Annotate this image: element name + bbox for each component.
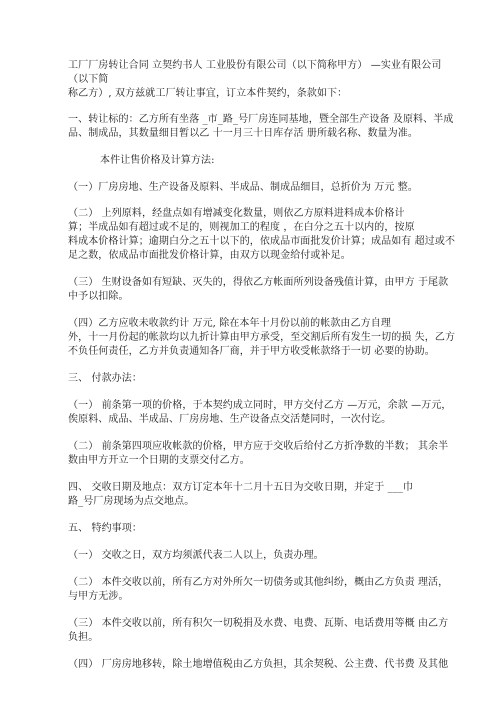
paragraph-line: 品、制成品，其数量细目暂以乙 十一月三十日库存活 册所载名称、数量为准。 — [68, 128, 418, 139]
paragraph-line: 料成本价格计算；逾期白分之五十以下的，依成品市面批发价计算；成品如有 超过或不 — [68, 236, 456, 247]
paragraph-line: 外，十一月份起的帐款均以九折计算由甲方承受，至交割后所有发生一切的损 失，乙方 — [68, 332, 456, 343]
clause-line: （一）厂房房地、生产设备及原料、半成品、制成品细目，总折价为 万元 整。 — [68, 182, 418, 193]
paragraph-line: 数由甲方开立一个日期的支票交付乙方。 — [68, 455, 250, 466]
paragraph-line: （以下简 — [68, 74, 109, 85]
clause-line: （二） 本件交收以前，所有乙方对外所欠一切债务或其他纠纷，概由乙方负责 理活， — [68, 577, 449, 588]
clause-line: （一） 前条第一项的价格，于本契约成立同时，甲方交付乙方 —万元，余款 —万元， — [68, 400, 452, 411]
paragraph-line: 俟原料、成品、半成品、厂房房地、生产设备点交活楚同时，一次付讫。 — [68, 414, 392, 425]
clause-line: （三） 本件交收以前，所有积欠一切税捐及水费、电费、瓦斯、电话费用等概 由乙方 — [68, 618, 449, 629]
clause-line: （一） 交收之日，双方均须派代表二人以上，负责办理。 — [68, 550, 324, 561]
paragraph-line: 路_号厂房现场为点交地点。 — [68, 496, 195, 507]
section-heading: 三、 付款办法： — [68, 373, 142, 384]
clause-line: （四） 厂房房地移转，除土地增值税由乙方负担，其余契税、公主费、代书费 及其他 — [68, 659, 449, 670]
document-title-line: 工厂厂房转让合同 立契约书人 工业股份有限公司（以下简称甲方） —实业有限公司 — [68, 60, 442, 71]
section-heading: 五、 特约事项： — [68, 523, 142, 534]
paragraph-line: 不负任何责任，乙方并负责通知各厂商，并于甲方收受帐款络于一切 必要的协助。 — [68, 346, 435, 357]
clause-line: （四）乙方应收未收款约计 万元, 除在本年十月份以前的帐款由乙方自理 — [68, 318, 391, 329]
paragraph-line: 称乙方）, 双方兹就工厂转让事宜，订立本件契约，条款如下： — [68, 88, 348, 99]
paragraph-line: 与甲方无涉。 — [68, 591, 129, 602]
clause-line: （二） 前条第四项应收帐款的价格，甲方应于交收后给付乙方折净数的半数； 其余半 — [68, 441, 449, 452]
section-heading: 本件让售价格及计算方法: — [100, 155, 215, 166]
paragraph-line: 负担。 — [68, 632, 99, 643]
section-heading: 四、 交收日期及地点：双方订定本年十二月十五日为交收日期，并定于 ___巾 — [68, 482, 414, 493]
paragraph-line: 算；半成品如有超过或不足的，则视加工的程度 ，在白分之五十以内的，按原 — [68, 222, 415, 233]
section-heading: 一、转让标的：乙方所有坐落 _市_路_号厂房连同基地，暨全部生产设备 及原料、半成 — [68, 114, 454, 125]
paragraph-line: 足之数，依成品市面批发价格计算，由双方以现金给付或补足。 — [68, 250, 351, 261]
clause-line: （二） 上列原料，经盘点如有增减变化数量，则依乙方原料进料成本价格计 — [68, 208, 405, 219]
clause-line: （三） 生财设备如有短缺、灭失的，得依乙方帐面所列设备残值计算，由甲方 于尾款 — [68, 277, 449, 288]
paragraph-line: 中予以扣除。 — [68, 291, 129, 302]
